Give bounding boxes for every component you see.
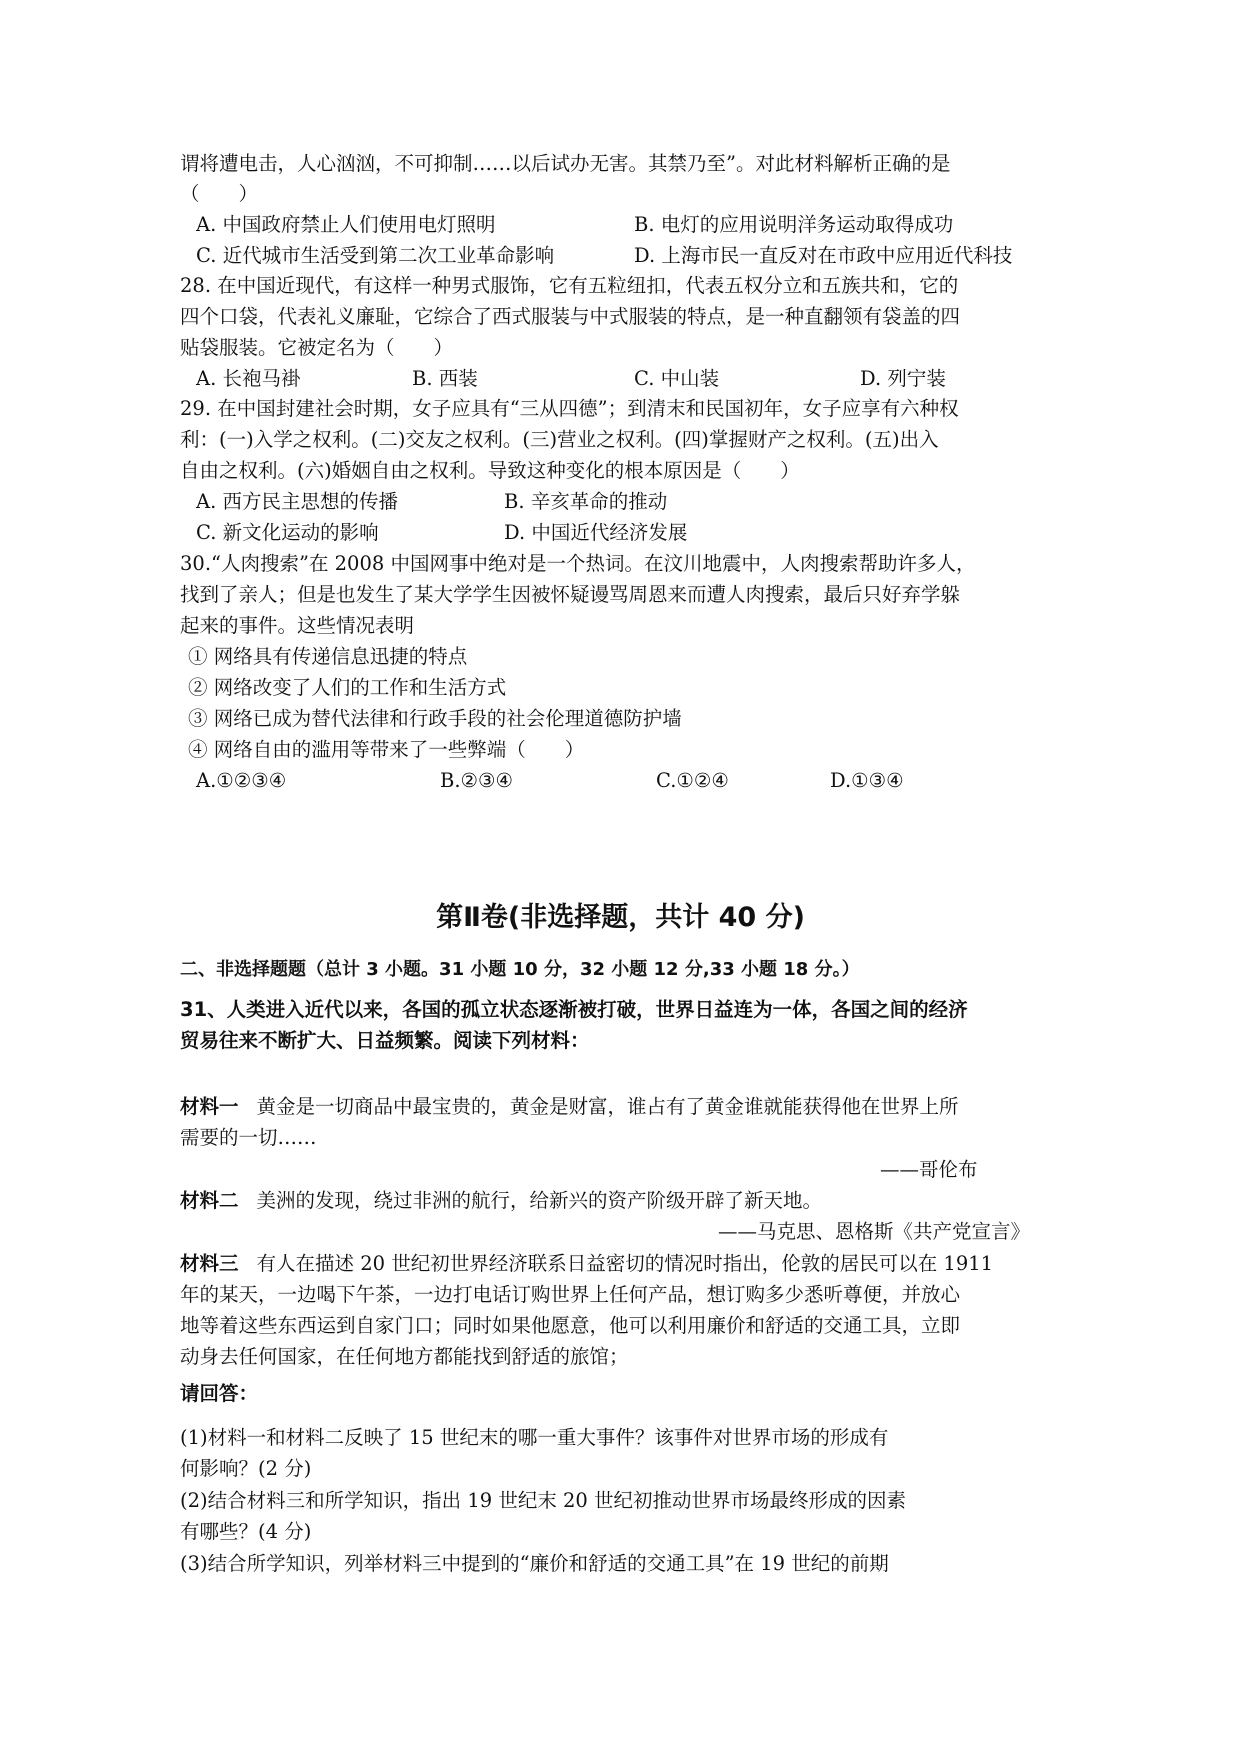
- q30-item-1: ① 网络具有传递信息迅捷的特点: [188, 645, 468, 668]
- q27-option-a: A. 中国政府禁止人们使用电灯照明: [196, 213, 496, 236]
- q29-option-a: A. 西方民主思想的传播: [196, 490, 398, 513]
- material-3-line-3: 地等着这些东西运到自家门口；同时如果他愿意，他可以利用廉价和舒适的交通工具，立即: [180, 1314, 961, 1337]
- q30-stem-line-3: 起来的事件。这些情况表明: [180, 614, 415, 637]
- material-2-line: [180, 1187, 822, 1215]
- material-3-label: 材料三: [180, 1252, 239, 1275]
- q29-option-b: B. 辛亥革命的推动: [504, 490, 668, 513]
- q30-stem-line-1: 30.“人肉搜索”在 2008 中国网事中绝对是一个热词。在汶川地震中，人肉搜索帮助许多人，: [180, 552, 976, 575]
- answer-prompt: 请回答：: [180, 1382, 259, 1405]
- material-3-line-2: 年的某天，一边喝下午茶，一边打电话订购世界上任何产品，想订购多少悉听尊便，并放心: [180, 1283, 961, 1306]
- q28-option-c: C. 中山装: [634, 367, 720, 390]
- q30-option-b: B.②③④: [440, 769, 513, 792]
- q30-option-c: C.①②④: [656, 769, 729, 792]
- q30-option-d: D.①③④: [830, 769, 904, 792]
- q31-subquestion-2a: (2)结合材料三和所学知识，指出 19 世纪末 20 世纪初推动世界市场最终形成的因素: [180, 1489, 907, 1512]
- material-2-source: ——马克思、恩格斯《共产党宣言》: [718, 1220, 1031, 1243]
- material-1-line-1: [180, 1093, 959, 1121]
- q31-intro-line-2: 贸易往来不断扩大、日益频繁。阅读下列材料：: [180, 1029, 590, 1052]
- material-3-text: 有人在描述 20 世纪初世界经济联系日益密切的情况时指出，伦敦的居民可以在 1911: [256, 1252, 994, 1275]
- q27-option-d: D. 上海市民一直反对在市政中应用近代科技: [634, 244, 1013, 267]
- q29-stem-line-1: 29. 在中国封建社会时期，女子应具有“三从四德”；到清末和民国初年，女子应享有六种权: [180, 397, 959, 420]
- part2-heading: 二、非选择题题（总计 3 小题。31 小题 10 分，32 小题 12 分,33 小题 18 分。）: [180, 959, 860, 980]
- q28-stem-line-3: 贴袋服装。它被定名为（ ）: [180, 336, 454, 359]
- material-1-line-2: 需要的一切……: [180, 1126, 317, 1149]
- material-3-line-1: [180, 1250, 993, 1278]
- q30-item-4: ④ 网络自由的滥用等带来了一些弊端（ ）: [188, 738, 585, 761]
- q27-stem-line: 谓将遭电击，人心汹汹，不可抑制……以后试办无害。其禁乃至”。对此材料解析正确的是: [180, 152, 951, 175]
- q27-option-c: C. 近代城市生活受到第二次工业革命影响: [196, 244, 555, 267]
- q30-stem-line-2: 找到了亲人；但是也发生了某大学学生因被怀疑谩骂周恩来而遭人肉搜索，最后只好弃学躲: [180, 583, 961, 606]
- q28-stem-line-1: 28. 在中国近现代，有这样一种男式服饰，它有五粒纽扣，代表五权分立和五族共和，它的: [180, 274, 959, 297]
- q27-option-b: B. 电灯的应用说明洋务运动取得成功: [634, 213, 954, 236]
- material-1-text: 黄金是一切商品中最宝贵的，黄金是财富，谁占有了黄金谁就能获得他在世界上所: [256, 1095, 959, 1118]
- q28-option-b: B. 西装: [412, 367, 478, 390]
- q27-answer-paren: （ ）: [180, 182, 259, 205]
- q30-option-a: A.①②③④: [196, 769, 287, 792]
- q29-stem-line-3: 自由之权利。(六)婚姻自由之权利。导致这种变化的根本原因是（ ）: [180, 459, 800, 482]
- q28-stem-line-2: 四个口袋，代表礼义廉耻，它综合了西式服装与中式服装的特点，是一种直翻领有袋盖的四: [180, 305, 961, 328]
- q31-subquestion-3a: (3)结合所学知识，列举材料三中提到的“廉价和舒适的交通工具”在 19 世纪的前期: [180, 1552, 889, 1575]
- q29-option-c: C. 新文化运动的影响: [196, 521, 379, 544]
- q31-subquestion-1b: 何影响？(2 分): [180, 1457, 312, 1480]
- material-1-source: ——哥伦布: [880, 1158, 978, 1181]
- material-3-line-4: 动身去任何国家，在任何地方都能找到舒适的旅馆；: [180, 1345, 629, 1368]
- q31-subquestion-1a: (1)材料一和材料二反映了 15 世纪末的哪一重大事件？该事件对世界市场的形成有: [180, 1426, 889, 1449]
- q29-stem-line-2: 利：(一)入学之权利。(二)交友之权利。(三)营业之权利。(四)掌握财产之权利。(五)出入: [180, 428, 939, 451]
- q29-option-d: D. 中国近代经济发展: [504, 521, 688, 544]
- material-2-text: 美洲的发现，绕过非洲的航行，给新兴的资产阶级开辟了新天地。: [256, 1189, 823, 1212]
- material-1-label: 材料一: [180, 1095, 239, 1118]
- q31-intro-line-1: 31、人类进入近代以来，各国的孤立状态逐渐被打破，世界日益连为一体，各国之间的经济: [180, 998, 968, 1021]
- q28-option-d: D. 列宁装: [860, 367, 946, 390]
- q31-subquestion-2b: 有哪些？(4 分): [180, 1520, 312, 1543]
- q28-option-a: A. 长袍马褂: [196, 367, 301, 390]
- q30-item-2: ② 网络改变了人们的工作和生活方式: [188, 676, 507, 699]
- section-title: 第Ⅱ卷(非选择题，共计 40 分): [436, 902, 805, 933]
- material-2-label: 材料二: [180, 1189, 239, 1212]
- q30-item-3: ③ 网络已成为替代法律和行政手段的社会伦理道德防护墙: [188, 707, 682, 730]
